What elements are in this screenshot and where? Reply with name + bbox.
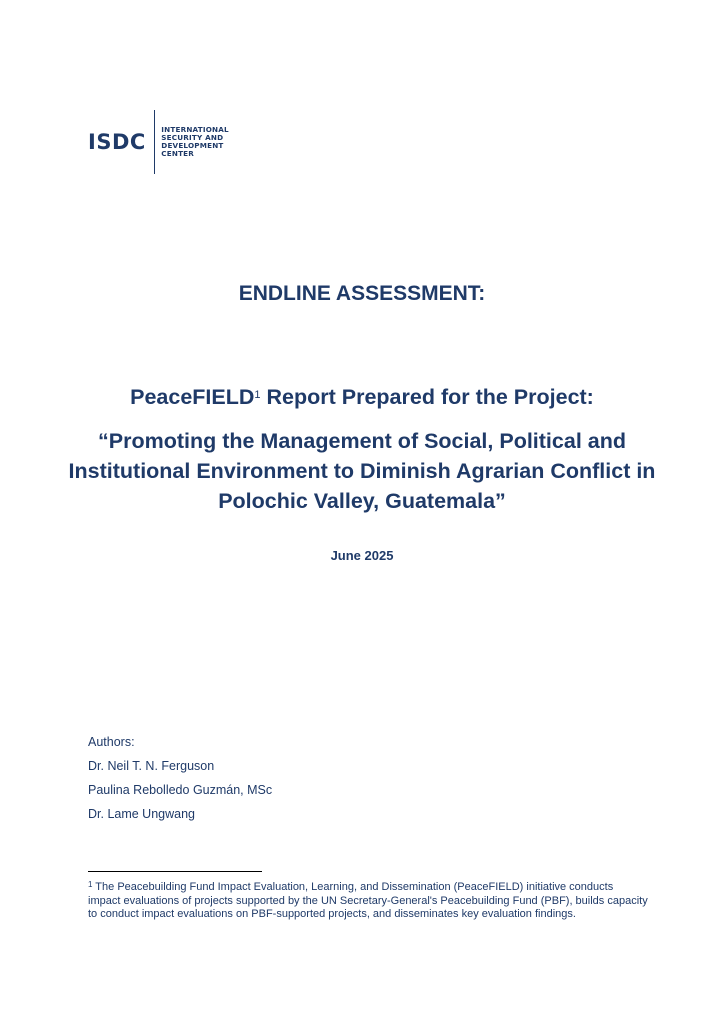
footnote-number: 1 bbox=[88, 880, 93, 889]
logo-text bbox=[161, 126, 229, 158]
logo-divider bbox=[154, 110, 156, 174]
authors-label: Authors: bbox=[88, 735, 135, 749]
author-name: Paulina Rebolledo Guzmán, MSc bbox=[88, 783, 273, 797]
document-subtitle bbox=[0, 385, 724, 410]
publication-date: June 2025 bbox=[330, 548, 394, 563]
logo-mark: ISDC bbox=[88, 130, 146, 154]
document-title: ENDLINE ASSESSMENT: bbox=[238, 282, 486, 305]
project-title: “Promoting the Management of Social, Political and Institutional Environment to Diminish Agrarian Conflict in Polochic Valley, Guatemala” bbox=[68, 429, 656, 513]
logo-line: CENTER bbox=[161, 149, 195, 158]
subtitle-prefix: PeaceFIELD bbox=[130, 385, 255, 409]
logo-line: DEVELOPMENT bbox=[161, 141, 224, 150]
logo-line: INTERNATIONAL bbox=[161, 125, 229, 134]
logo-line: SECURITY AND bbox=[161, 133, 224, 142]
footnote-separator bbox=[88, 871, 262, 872]
footnote-ref: 1 bbox=[254, 389, 261, 401]
footnote-text: The Peacebuilding Fund Impact Evaluation, Learning, and Dissemination (PeaceFIELD) initiative conducts impact evaluations of projects supported by the UN Secretary-General's Peacebuilding Fund (PBF), builds capacity to conduct impact evaluations on PBF-supported projects, and disseminates key evaluation findings. bbox=[88, 881, 648, 920]
isdc-logo bbox=[88, 110, 229, 174]
authors-block bbox=[88, 730, 272, 826]
author-name: Dr. Neil T. N. Ferguson bbox=[88, 759, 215, 773]
author-name: Dr. Lame Ungwang bbox=[88, 807, 196, 821]
subtitle-suffix: Report Prepared for the Project: bbox=[260, 385, 594, 409]
footnote bbox=[88, 878, 648, 922]
